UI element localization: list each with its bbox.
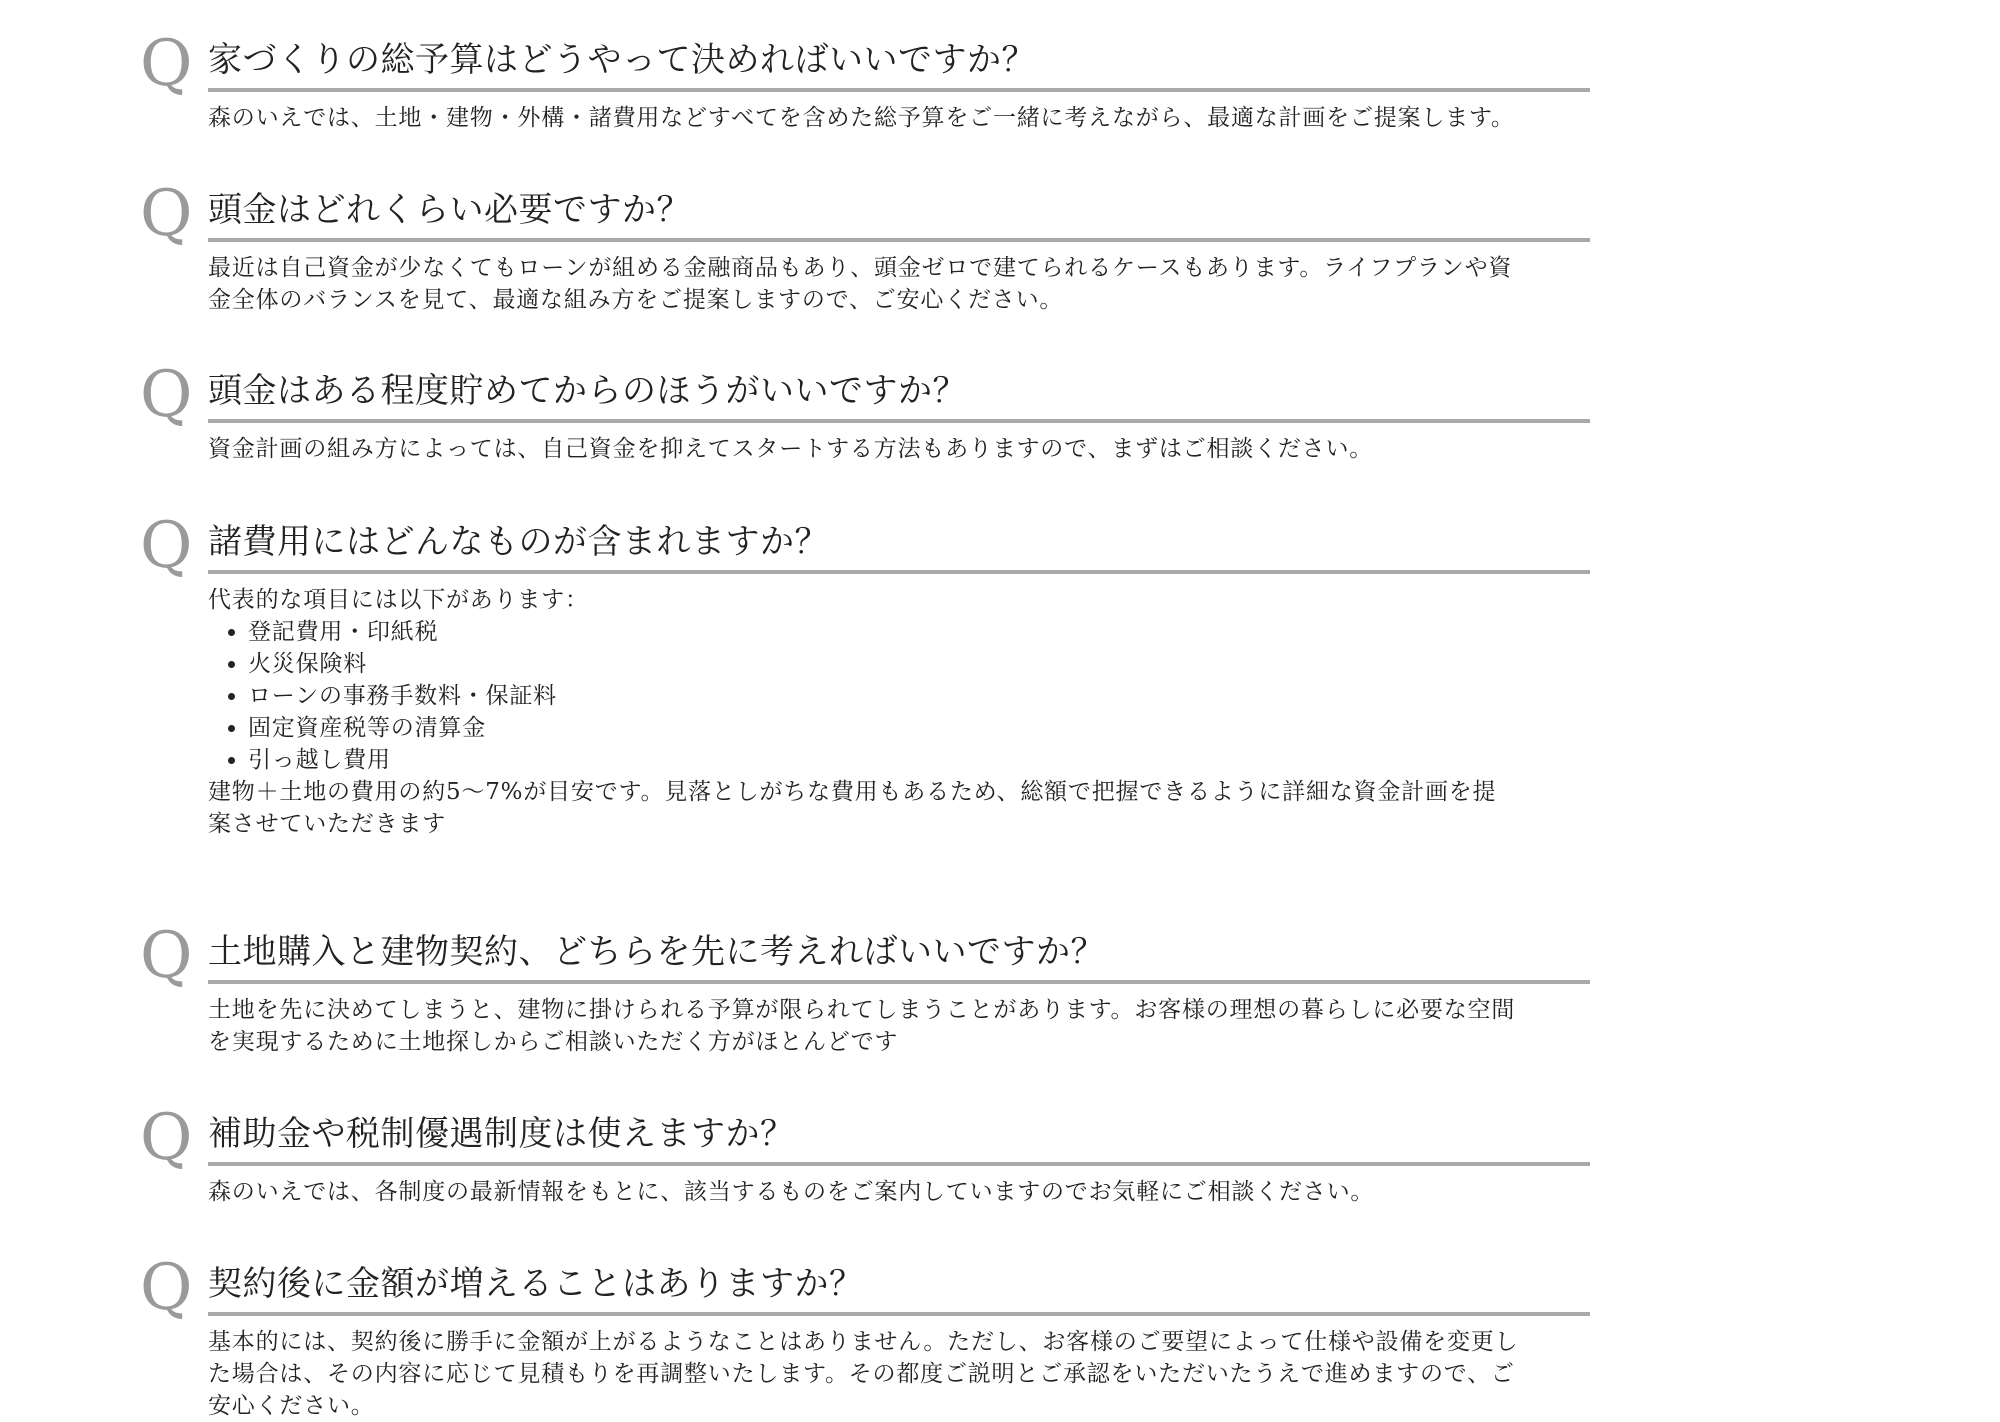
- divider: [208, 1312, 1590, 1316]
- faq-answer: [208, 994, 1592, 1058]
- answer-text: 森のいえでは、各制度の最新情報をもとに、該当するものをご案内していますのでお気軽にご相談ください。: [208, 1179, 1375, 1205]
- answer-text: を実現するために土地探しからご相談いただく方がほとんどです: [208, 1029, 899, 1055]
- faq-question: 家づくりの総予算はどうやって決めればいいですか？: [208, 40, 1036, 80]
- faq-answer: [208, 1176, 1592, 1208]
- q-icon: Q: [140, 358, 193, 432]
- list-item: • 登記費用・印紙税: [248, 616, 1592, 648]
- faq-question: 諸費用にはどんなものが含まれますか？: [208, 522, 829, 562]
- q-icon: Q: [140, 919, 193, 993]
- faq-answer: [208, 584, 1592, 840]
- answer-text: 安心ください。: [208, 1393, 375, 1419]
- list-item: • 引っ越し費用: [248, 744, 1592, 776]
- list-item: • 固定資産税等の清算金: [248, 712, 1592, 744]
- faq-answer: [208, 433, 1592, 465]
- q-icon: Q: [140, 177, 193, 251]
- answer-text: 金全体のバランスを見て、最適な組み方をご提案しますので、ご安心ください。: [208, 287, 1064, 313]
- divider: [208, 980, 1590, 984]
- faq-answer: [208, 1326, 1592, 1422]
- faq-answer: [208, 252, 1592, 316]
- q-icon: Q: [140, 1251, 193, 1325]
- answer-text: 案させていただきます: [208, 811, 446, 837]
- divider: [208, 88, 1590, 92]
- answer-text: 最近は自己資金が少なくてもローンが組める金融商品もあり、頭金ゼロで建てられるケースもあります。ライフプランや資: [208, 255, 1513, 281]
- answer-text: 建物＋土地の費用の約5〜7%が目安です。見落としがちな費用もあるため、総額で把握できるように詳細な資金計画を提: [208, 779, 1497, 805]
- faq-question: 補助金や税制優遇制度は使えますか？: [208, 1114, 795, 1154]
- faq-question: 契約後に金額が増えることはありますか？: [208, 1264, 864, 1304]
- q-icon: Q: [140, 509, 193, 583]
- faq-answer: [208, 102, 1592, 134]
- divider: [208, 570, 1590, 574]
- divider: [208, 419, 1590, 423]
- faq-question: 頭金はどれくらい必要ですか？: [208, 190, 691, 230]
- list-item: • ローンの事務手数料・保証料: [248, 680, 1592, 712]
- divider: [208, 1162, 1590, 1166]
- cost-list: [208, 616, 1592, 776]
- list-item: • 火災保険料: [248, 648, 1592, 680]
- q-icon: Q: [140, 1101, 193, 1175]
- answer-text: 土地を先に決めてしまうと、建物に掛けられる予算が限られてしまうことがあります。お客様の理想の暮らしに必要な空間: [208, 997, 1516, 1023]
- faq-question: 頭金はある程度貯めてからのほうがいいですか？: [208, 371, 967, 411]
- answer-text: 資金計画の組み方によっては、自己資金を抑えてスタートする方法もありますので、まずはご相談ください。: [208, 436, 1374, 462]
- q-icon: Q: [140, 27, 193, 101]
- answer-text: 森のいえでは、土地・建物・外構・諸費用などすべてを含めた総予算をご一緒に考えながら、最適な計画をご提案します。: [208, 105, 1515, 131]
- answer-text: 基本的には、契約後に勝手に金額が上がるようなことはありません。ただし、お客様のご要望によって仕様や設備を変更し: [208, 1329, 1519, 1355]
- answer-text: た場合は、その内容に応じて見積もりを再調整いたします。その都度ご説明とご承認をいただいたうえで進めますので、ご: [208, 1361, 1515, 1387]
- divider: [208, 238, 1590, 242]
- answer-intro: 代表的な項目には以下があります：: [208, 587, 589, 613]
- faq-question: 土地購入と建物契約、どちらを先に考えればいいですか？: [208, 932, 1105, 972]
